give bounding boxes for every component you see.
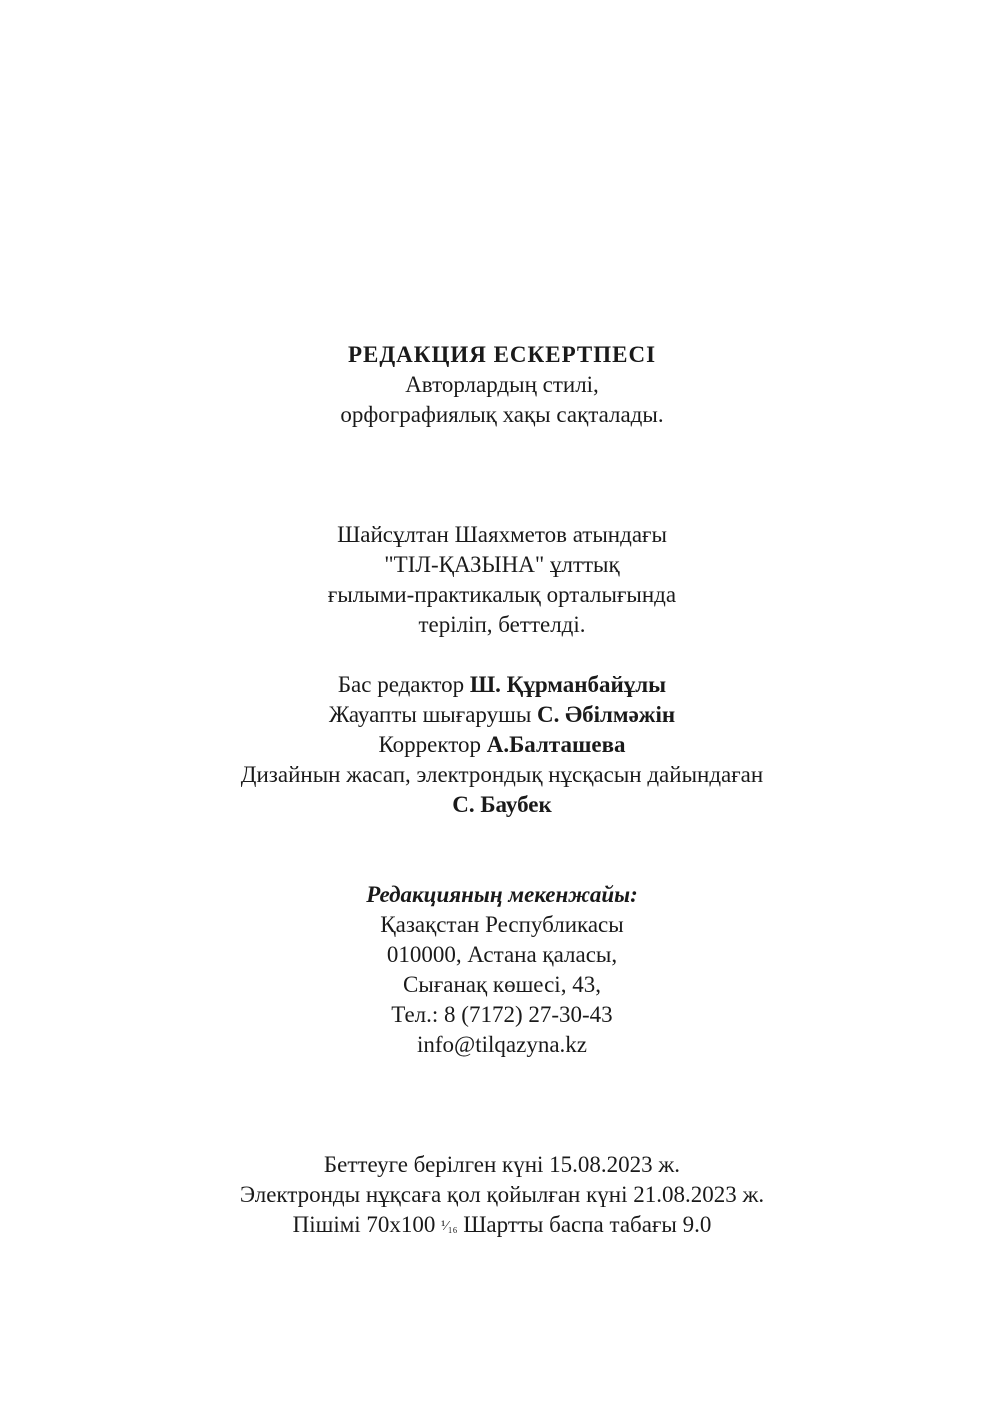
corrector-line [0, 730, 1004, 760]
format-prefix: Пішімі 70x100 [292, 1212, 442, 1237]
center-line-1: Шайсұлтан Шаяхметов атындағы [337, 522, 667, 547]
editorial-address [0, 880, 1004, 1060]
publisher-name: С. Әбілмәжін [537, 702, 676, 727]
chief-editor-label: Бас редактор [337, 672, 470, 697]
format-suffix: Шартты баспа табағы 9.0 [457, 1212, 712, 1237]
editorial-note-line-1: Авторлардың стилі, [405, 372, 599, 397]
chief-editor-name: Ш. Құрманбайұлы [469, 672, 667, 697]
center-line-3: ғылыми-практикалық орталығында [327, 582, 677, 607]
print-details [0, 1150, 1004, 1242]
editorial-note-title: РЕДАКЦИЯ ЕСКЕРТПЕСІ [347, 342, 657, 367]
chief-editor-line [0, 670, 1004, 700]
center-line-4: терiлiп, беттелдi. [418, 612, 586, 637]
publisher-label: Жауапты шығарушы [328, 702, 538, 727]
editorial-staff [0, 670, 1004, 820]
corrector-label: Корректор [378, 732, 487, 757]
typesetting-center [0, 520, 1004, 640]
address-street: Сығанақ көшесі, 43, [403, 972, 601, 997]
address-phone: Тел.: 8 (7172) 27-30-43 [391, 1002, 613, 1027]
editorial-note-line-2: орфографиялық хақы сақталады. [340, 402, 664, 427]
signed-date: Электронды нұқсаға қол қойылған күні 21.08.2023 ж. [239, 1182, 765, 1207]
format-fraction: ¹⁄₁₆ [441, 1219, 458, 1234]
publisher-line [0, 700, 1004, 730]
address-email: info@tilqazyna.kz [417, 1032, 587, 1057]
editorial-note [0, 340, 1004, 430]
address-country: Қазақстан Республикасы [380, 912, 624, 937]
center-line-2: "ТІЛ-ҚАЗЫНА" ұлттық [384, 552, 620, 577]
corrector-name: А.Балташева [486, 732, 626, 757]
designer-label: Дизайнын жасап, электрондық нұсқасын дайындаған [240, 762, 764, 787]
layout-date: Беттеуге берілген күні 15.08.2023 ж. [323, 1152, 681, 1177]
address-city: 010000, Астана қаласы, [386, 942, 618, 967]
designer-name: С. Баубек [452, 792, 552, 817]
format-line [0, 1210, 1004, 1242]
address-heading: Редакцияның мекенжайы: [366, 882, 638, 907]
